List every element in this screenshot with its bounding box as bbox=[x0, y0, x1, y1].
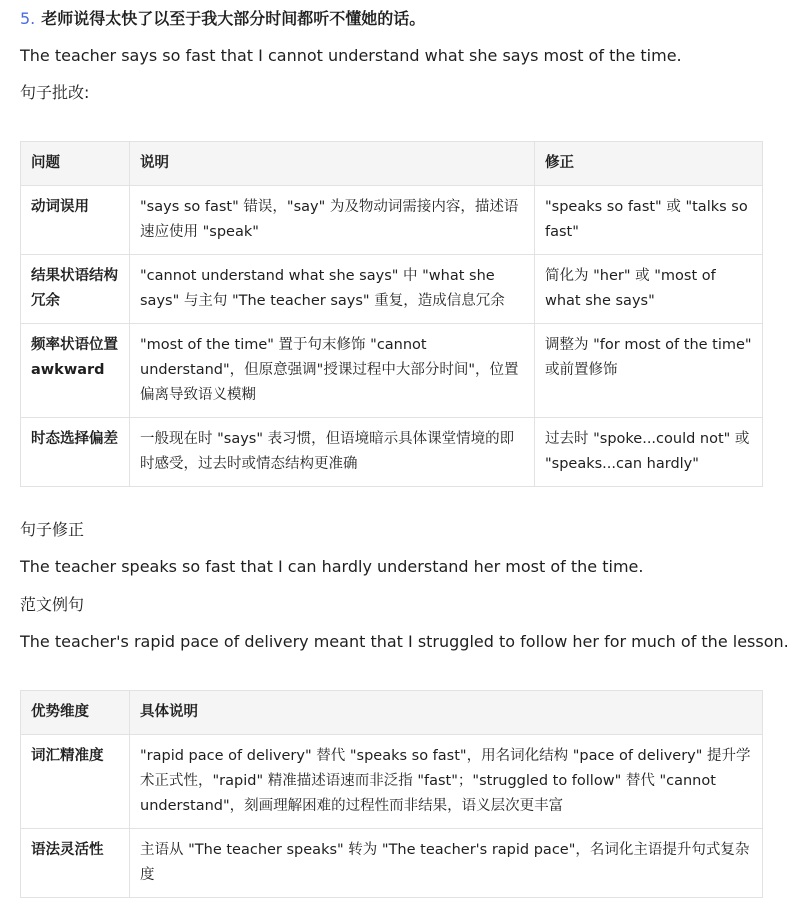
heading-text: 老师说得太快了以至于我大部分时间都听不懂她的话。 bbox=[41, 9, 426, 28]
detail-cell: "rapid pace of delivery" 替代 "speaks so fast"，用名词化结构 "pace of delivery" 提升学术正式性，"rapid" 精准描述语速而非泛指 "fast"；"struggled to follow" 替代 "cannot understand"，刻画理解困难的过程性而非结果，语义层次更丰富 bbox=[130, 735, 763, 829]
strengths-table bbox=[20, 690, 763, 898]
header-fix: 修正 bbox=[535, 142, 763, 186]
dimension-cell: 语法灵活性 bbox=[21, 829, 130, 898]
explanation-cell: "most of the time" 置于句末修饰 "cannot understand"，但原意强调"授课过程中大部分时间"，位置偏离导致语义模糊 bbox=[130, 324, 535, 418]
original-sentence: The teacher says so fast that I cannot understand what she says most of the time. bbox=[20, 46, 682, 65]
table-header-row bbox=[21, 142, 763, 186]
explanation-cell: 一般现在时 "says" 表习惯，但语境暗示具体课堂情境的即时感受，过去时或情态结构更准确 bbox=[130, 418, 535, 487]
table-header-row bbox=[21, 691, 763, 735]
explanation-cell: "cannot understand what she says" 中 "what she says" 与主句 "The teacher says" 重复，造成信息冗余 bbox=[130, 255, 535, 324]
issue-cell: 动词误用 bbox=[21, 186, 130, 255]
fix-cell: 过去时 "spoke...could not" 或 "speaks...can hardly" bbox=[535, 418, 763, 487]
model-sentence: The teacher's rapid pace of delivery meant that I struggled to follow her for much of the lesson. bbox=[20, 632, 789, 651]
revised-label: 句子修正 bbox=[20, 520, 85, 539]
fix-cell: 简化为 "her" 或 "most of what she says" bbox=[535, 255, 763, 324]
table-row bbox=[21, 324, 763, 418]
table-row bbox=[21, 186, 763, 255]
issue-cell: 时态选择偏差 bbox=[21, 418, 130, 487]
table-row bbox=[21, 735, 763, 829]
detail-cell: 主语从 "The teacher speaks" 转为 "The teacher's rapid pace"，名词化主语提升句式复杂度 bbox=[130, 829, 763, 898]
issue-cell: 频率状语位置 awkward bbox=[21, 324, 130, 418]
header-issue: 问题 bbox=[21, 142, 130, 186]
model-label: 范文例句 bbox=[20, 595, 85, 614]
item-heading bbox=[20, 6, 425, 32]
explanation-cell: "says so fast" 错误，"say" 为及物动词需接内容，描述语速应使用 "speak" bbox=[130, 186, 535, 255]
header-dimension: 优势维度 bbox=[21, 691, 130, 735]
table-row bbox=[21, 255, 763, 324]
correction-label: 句子批改: bbox=[20, 83, 90, 102]
revised-sentence: The teacher speaks so fast that I can hardly understand her most of the time. bbox=[20, 557, 644, 576]
correction-table bbox=[20, 141, 763, 487]
dimension-cell: 词汇精准度 bbox=[21, 735, 130, 829]
fix-cell: 调整为 "for most of the time" 或前置修饰 bbox=[535, 324, 763, 418]
header-detail: 具体说明 bbox=[130, 691, 763, 735]
item-number: 5. bbox=[20, 9, 36, 28]
table-row bbox=[21, 418, 763, 487]
issue-cell: 结果状语结构冗余 bbox=[21, 255, 130, 324]
fix-cell: "speaks so fast" 或 "talks so fast" bbox=[535, 186, 763, 255]
table-row bbox=[21, 829, 763, 898]
header-explanation: 说明 bbox=[130, 142, 535, 186]
